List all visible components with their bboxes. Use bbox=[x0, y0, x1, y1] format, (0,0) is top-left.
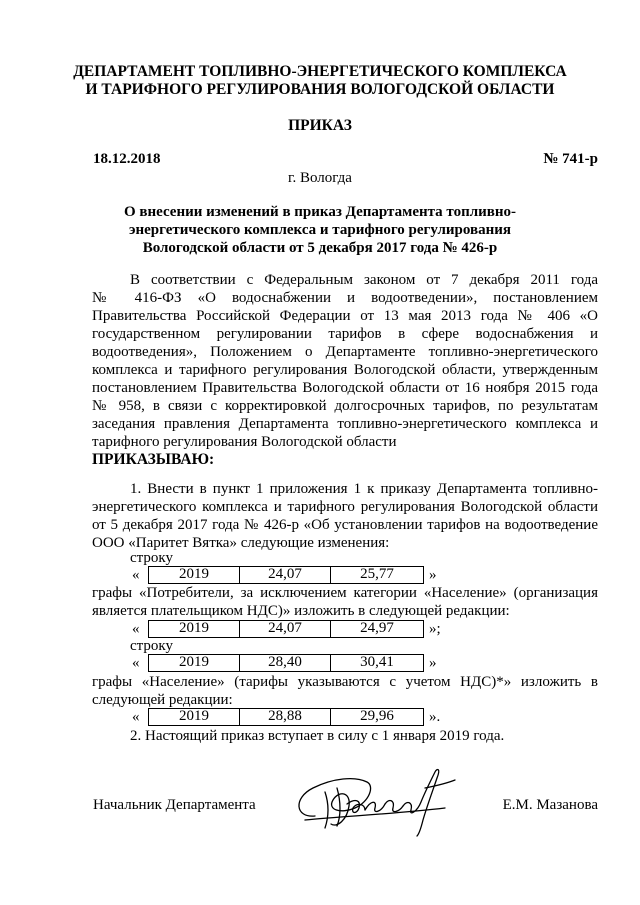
item1-line: 1. Внести в пункт 1 приложения 1 к приказу Департамента топливно- bbox=[130, 481, 598, 497]
tariff-row-table bbox=[148, 654, 424, 672]
graph2-line: следующей редакции: bbox=[92, 692, 233, 708]
tariff-row-table bbox=[148, 620, 424, 638]
tariff-value-1: 24,07 bbox=[268, 620, 302, 636]
order-word: ПРИКАЗЫВАЮ: bbox=[92, 451, 215, 468]
doc-city: г. Вологда bbox=[288, 170, 352, 186]
tariff-year: 2019 bbox=[179, 566, 209, 582]
quote-close: »; bbox=[429, 621, 441, 637]
quote-close: » bbox=[429, 655, 437, 671]
quote-open: « bbox=[132, 655, 140, 671]
preamble-line: № 958, в связи с корректировкой долгосрочных тарифов, по результатам bbox=[92, 398, 598, 414]
preamble-line: заседания правления Департамента топливно-энергетического комплекса и bbox=[92, 416, 598, 432]
signatory-name: Е.М. Мазанова bbox=[502, 797, 598, 813]
graph1-line: является плательщиком НДС)» изложить в следующей редакции: bbox=[92, 603, 510, 619]
doc-title-line1: О внесении изменений в приказ Департамента топливно- bbox=[123, 204, 517, 220]
tariff-value-2: 24,97 bbox=[360, 620, 394, 636]
graph1-line: графы «Потребители, за исключением категории «Население» (организация bbox=[92, 585, 598, 601]
signatory-position: Начальник Департамента bbox=[93, 797, 256, 813]
graph2-line: графы «Население» (тарифы указываются с учетом НДС)*» изложить в bbox=[92, 674, 598, 690]
tariff-value-1: 24,07 bbox=[268, 566, 302, 582]
item1-line: ООО «Паритет Вятка» следующие изменения: bbox=[92, 535, 390, 551]
preamble-line: комплекса и тарифного регулирования Вологодской области, утвержденным bbox=[92, 362, 598, 378]
doc-number: № 741-р bbox=[543, 151, 598, 167]
item1-line: от 5 декабря 2017 года № 426-р «Об установлении тарифов на водоотведение bbox=[92, 517, 598, 533]
quote-close: » bbox=[429, 567, 437, 583]
row-word: строку bbox=[130, 550, 173, 566]
tariff-value-2: 25,77 bbox=[360, 566, 394, 582]
tariff-value-2: 29,96 bbox=[360, 708, 394, 724]
row-word: строку bbox=[130, 638, 173, 654]
item2-text: 2. Настоящий приказ вступает в силу с 1 января 2019 года. bbox=[130, 728, 505, 744]
preamble-line: тарифного регулирования Вологодской области bbox=[92, 434, 397, 450]
tariff-year: 2019 bbox=[179, 708, 209, 724]
item1-line: энергетического комплекса и тарифного регулирования Вологодской области bbox=[92, 499, 598, 515]
preamble-line: В соответствии с Федеральным законом от 7 декабря 2011 года bbox=[130, 272, 598, 288]
preamble-line: № 416-ФЗ «О водоснабжении и водоотведении», постановлением bbox=[92, 290, 598, 306]
doc-title-line3: Вологодской области от 5 декабря 2017 года № 426-р bbox=[142, 240, 498, 256]
quote-open: « bbox=[132, 567, 140, 583]
tariff-value-2: 30,41 bbox=[360, 654, 394, 670]
preamble-line: Правительства Российской Федерации от 13 мая 2013 года № 406 «О bbox=[92, 308, 598, 324]
doc-type: ПРИКАЗ bbox=[288, 117, 352, 134]
preamble-line: государственном регулировании тарифов в сфере водоснабжения и bbox=[92, 326, 598, 342]
quote-close: ». bbox=[429, 709, 441, 725]
tariff-row-table bbox=[148, 708, 424, 726]
tariff-row-table bbox=[148, 566, 424, 584]
preamble-line: постановлением Правительства Вологодской области от 16 ноября 2015 года bbox=[92, 380, 598, 396]
preamble-line: водоотведения», Положением о Департаменте топливно-энергетического bbox=[92, 344, 598, 360]
tariff-year: 2019 bbox=[179, 654, 209, 670]
org-name-line1: ДЕПАРТАМЕНТ ТОПЛИВНО-ЭНЕРГЕТИЧЕСКОГО КОМПЛЕКСА bbox=[73, 63, 567, 80]
handwritten-signature bbox=[285, 758, 475, 838]
quote-open: « bbox=[132, 621, 140, 637]
tariff-value-1: 28,40 bbox=[268, 654, 302, 670]
doc-date: 18.12.2018 bbox=[93, 151, 161, 167]
tariff-year: 2019 bbox=[179, 620, 209, 636]
doc-title-line2: энергетического комплекса и тарифного регулирования bbox=[128, 222, 512, 238]
tariff-value-1: 28,88 bbox=[268, 708, 302, 724]
org-name-line2: И ТАРИФНОГО РЕГУЛИРОВАНИЯ ВОЛОГОДСКОЙ ОБЛАСТИ bbox=[85, 81, 555, 98]
quote-open: « bbox=[132, 709, 140, 725]
